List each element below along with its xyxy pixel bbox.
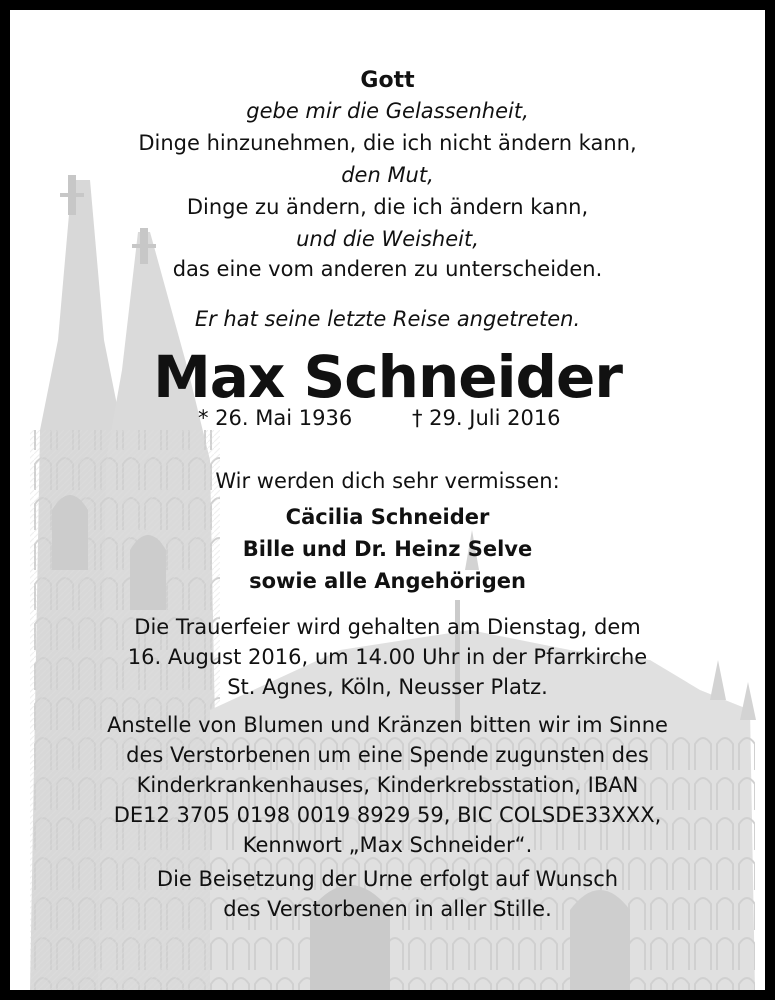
donation-line-1: Anstelle von Blumen und Kränzen bitten wir im Sinne bbox=[107, 713, 668, 737]
ceremony-line-2: 16. August 2016, um 14.00 Uhr in der Pfarrkirche bbox=[127, 645, 648, 669]
poem-line-6: und die Weisheit, bbox=[296, 227, 479, 251]
mourner-2: Bille und Dr. Heinz Selve bbox=[242, 537, 533, 561]
mourners-intro: Wir werden dich sehr vermissen: bbox=[215, 469, 560, 493]
mourner-3: sowie alle Angehörigen bbox=[249, 569, 526, 593]
notice-content bbox=[10, 10, 765, 990]
donation-line-3: Kinderkrankenhauses, Kinderkrebsstation, IBAN bbox=[136, 773, 639, 797]
death-date: † 29. Juli 2016 bbox=[412, 406, 561, 430]
birth-date: * 26. Mai 1936 bbox=[198, 406, 353, 430]
poem-line-3: Dinge hinzunehmen, die ich nicht ändern kann, bbox=[138, 131, 637, 155]
donation-line-2: des Verstorbenen um eine Spende zugunsten des bbox=[126, 743, 649, 767]
intro-text: Er hat seine letzte Reise angetreten. bbox=[194, 307, 581, 331]
ceremony-line-1: Die Trauerfeier wird gehalten am Dienstag, dem bbox=[134, 615, 641, 639]
deceased-name: Max Schneider bbox=[153, 343, 622, 411]
poem-line-7: das eine vom anderen zu unterscheiden. bbox=[172, 257, 603, 281]
burial-line-2: des Verstorbenen in aller Stille. bbox=[223, 897, 552, 921]
donation-line-5: Kennwort „Max Schneider“. bbox=[242, 833, 533, 857]
mourner-1: Cäcilia Schneider bbox=[285, 505, 490, 529]
ceremony-line-3: St. Agnes, Köln, Neusser Platz. bbox=[227, 675, 548, 699]
poem-line-5: Dinge zu ändern, die ich ändern kann, bbox=[186, 195, 589, 219]
poem-line-2: gebe mir die Gelassenheit, bbox=[246, 99, 529, 123]
poem-line-4: den Mut, bbox=[341, 163, 434, 187]
poem-line-1: Gott bbox=[360, 68, 415, 93]
donation-line-4: DE12 3705 0198 0019 8929 59, BIC COLSDE33XXX, bbox=[113, 803, 662, 827]
burial-line-1: Die Beisetzung der Urne erfolgt auf Wunsch bbox=[156, 867, 619, 891]
life-dates bbox=[10, 405, 765, 431]
